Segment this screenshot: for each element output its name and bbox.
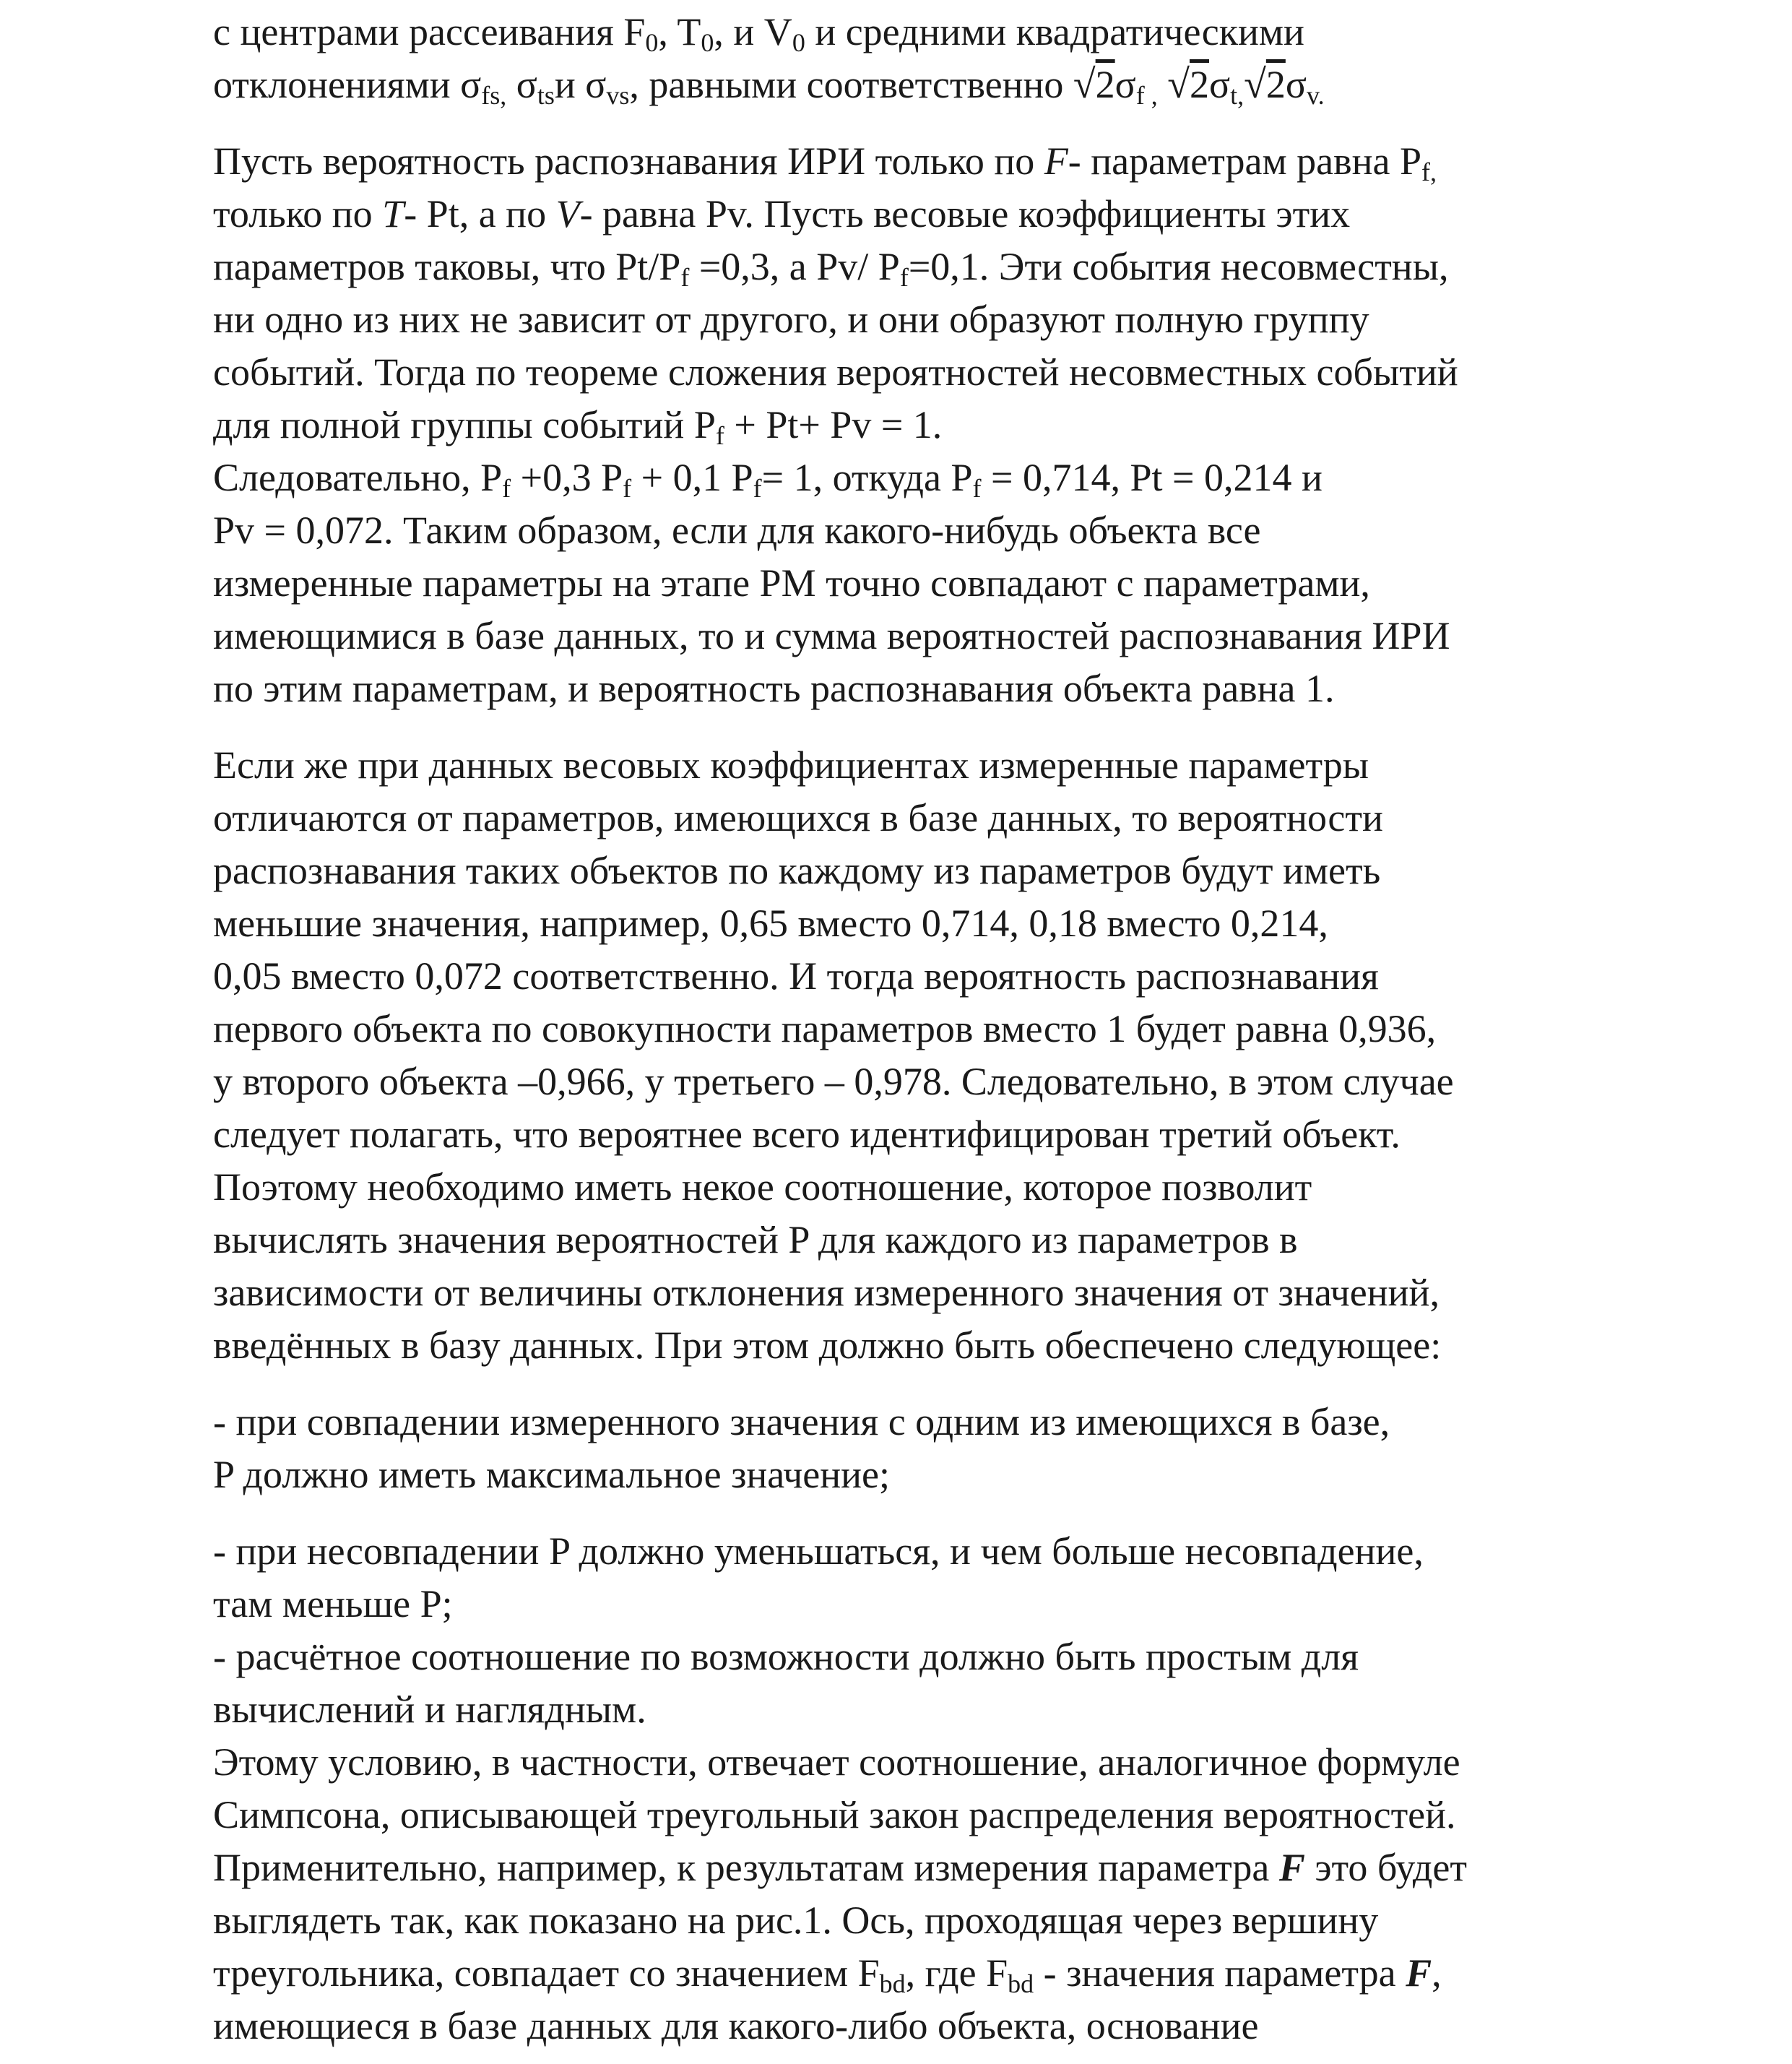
p1-line-1 — [213, 6, 1600, 59]
p5-line-3: - расчётное соотношение по возможности должно быть простым для — [213, 1635, 1359, 1678]
subscript: fs, — [481, 81, 507, 110]
p3-line-7: у второго объекта –0,966, у третьего – 0,978. Следовательно, в этом случае — [213, 1060, 1454, 1103]
text-run: = 0,714, Pt = 0,214 и — [981, 456, 1323, 499]
text-run: - Pt, а по — [404, 192, 556, 236]
p5-line-7 — [213, 1841, 1600, 1894]
bold-italic-variable: F — [1406, 1951, 1432, 1995]
sqrt-symbol: √ — [1073, 62, 1096, 107]
text-run: =0,3, а Pv/ P — [689, 245, 900, 288]
p5-line-2: там меньше P; — [213, 1582, 453, 1625]
p3-line-3: распознавания таких объектов по каждому из параметров будут иметь — [213, 849, 1381, 892]
p3-line-8: следует полагать, что вероятнее всего идентифицирован третий объект. — [213, 1113, 1401, 1156]
p5-line-10: имеющиеся в базе данных для какого-либо объекта, основание — [213, 2004, 1259, 2047]
text-run: Следовательно, P — [213, 456, 503, 499]
text-run: это будет — [1304, 1846, 1467, 1889]
sqrt-expression-2 — [1167, 63, 1209, 106]
subscript: 0 — [645, 28, 659, 57]
subscript: 0 — [792, 28, 805, 57]
subscript: f, — [1421, 157, 1437, 186]
subscript: f , — [1135, 81, 1158, 110]
text-run: - значения параметра — [1034, 1951, 1406, 1995]
text-run: σ — [1285, 63, 1307, 106]
p3-line-2: отличаются от параметров, имеющихся в базе данных, то вероятности — [213, 796, 1383, 839]
p2-line-9: измеренные параметры на этапе РМ точно совпадают с параметрами, — [213, 561, 1370, 605]
subscript: f — [502, 474, 511, 503]
subscript: f — [680, 263, 690, 292]
radicand: 2 — [1265, 63, 1286, 106]
text-run: + Pt+ Pv = 1. — [724, 403, 943, 446]
p2-line-2 — [213, 188, 1600, 241]
italic-variable: T — [382, 192, 404, 236]
bold-italic-variable: F — [1278, 1846, 1305, 1889]
text-run: отклонениями σ — [213, 63, 482, 106]
document-page — [213, 6, 1600, 2052]
p2-line-8: Pv = 0,072. Таким образом, если для какого-нибудь объекта все — [213, 509, 1261, 552]
text-run: , и V — [714, 10, 792, 53]
text-run: Применительно, например, к результатам измерения параметра — [213, 1846, 1279, 1889]
p4-line-1: - при совпадении измеренного значения с одним из имеющихся в базе, — [213, 1400, 1390, 1443]
text-run: для полной группы событий P — [213, 403, 716, 446]
text-run: σ — [506, 63, 537, 106]
p3-line-10: вычислять значения вероятностей P для каждого из параметров в — [213, 1218, 1298, 1261]
p3-line-1: Если же при данных весовых коэффициентах измеренные параметры — [213, 743, 1369, 787]
text-run: σ — [1114, 63, 1136, 106]
p5-line-5: Этому условию, в частности, отвечает соотношение, аналогичное формуле — [213, 1740, 1460, 1784]
p2-line-5: событий. Тогда по теореме сложения вероятностей несовместных событий — [213, 350, 1458, 394]
text-run: , равными соответственно — [629, 63, 1073, 106]
p5-line-1: - при несовпадении P должно уменьшаться, и чем больше несовпадение, — [213, 1529, 1424, 1573]
subscript: f — [972, 474, 982, 503]
text-run — [1158, 63, 1168, 106]
text-run: - параметрам равна P — [1068, 139, 1421, 183]
text-run: с центрами рассеивания F — [213, 10, 646, 53]
text-run: только по — [213, 192, 383, 236]
p2-line-1 — [213, 135, 1600, 188]
p5-line-8: выглядеть так, как показано на рис.1. Ось, проходящая через вершину — [213, 1899, 1379, 1942]
italic-variable: V — [555, 192, 580, 236]
text-run: + 0,1 P — [631, 456, 753, 499]
p2-line-3 — [213, 241, 1600, 293]
text-run: +0,3 P — [511, 456, 623, 499]
p2-line-4: ни одно из них не зависит от другого, и они образуют полную группу — [213, 298, 1369, 341]
subscript: ts — [537, 81, 555, 110]
p1-line-2 — [213, 59, 1600, 111]
p3-line-9: Поэтому необходимо иметь некое соотношение, которое позволит — [213, 1165, 1312, 1209]
subscript: 0 — [701, 28, 714, 57]
text-run: = 1, откуда P — [761, 456, 973, 499]
text-run: и средними квадратическими — [805, 10, 1304, 53]
radicand: 2 — [1189, 63, 1209, 106]
text-run: Пусть вероятность распознавания ИРИ только по — [213, 139, 1044, 183]
subscript: f — [753, 474, 762, 503]
p3-line-4: меньшие значения, например, 0,65 вместо 0,714, 0,18 вместо 0,214, — [213, 902, 1328, 945]
text-run: σ — [1208, 63, 1231, 106]
text-run: , T — [658, 10, 701, 53]
text-run: - равна Pv. Пусть весовые коэффициенты этих — [579, 192, 1351, 236]
subscript: f — [623, 474, 632, 503]
subscript: f — [715, 421, 724, 450]
p5-line-6: Симпсона, описывающей треугольный закон распределения вероятностей. — [213, 1793, 1456, 1836]
text-run: параметров таковы, что Pt/P — [213, 245, 681, 288]
p3-line-5: 0,05 вместо 0,072 соответственно. И тогда вероятность распознавания — [213, 954, 1379, 998]
p3-line-11: зависимости от величины отклонения измеренного значения от значений, — [213, 1271, 1440, 1314]
p4-line-2: P должно иметь максимальное значение; — [213, 1453, 891, 1496]
p2-line-10: имеющимися в базе данных, то и сумма вероятностей распознавания ИРИ — [213, 614, 1450, 657]
sqrt-expression-1 — [1073, 63, 1115, 106]
text-run: и σ — [554, 63, 607, 106]
sqrt-symbol: √ — [1244, 62, 1266, 107]
subscript: t, — [1230, 81, 1245, 110]
text-run: , — [1432, 1951, 1442, 1995]
subscript: bd — [1008, 1969, 1034, 1998]
p3-line-12: введённых в базу данных. При этом должно быть обеспечено следующее: — [213, 1324, 1442, 1367]
p2-line-6 — [213, 399, 1600, 452]
p2-line-11: по этим параметрам, и вероятность распознавания объекта равна 1. — [213, 667, 1335, 710]
subscript: bd — [879, 1969, 906, 1998]
text-run: , где F — [905, 1951, 1008, 1995]
text-run: треугольника, совпадает со значением F — [213, 1951, 880, 1995]
p5-line-4: вычислений и наглядным. — [213, 1688, 646, 1731]
sqrt-symbol: √ — [1167, 62, 1190, 107]
p2-line-7 — [213, 452, 1600, 504]
text-run: =0,1. Эти события несовместны, — [908, 245, 1449, 288]
subscript: v. — [1306, 81, 1325, 110]
italic-variable: F — [1044, 139, 1068, 183]
subscript: vs — [606, 81, 630, 110]
radicand: 2 — [1095, 63, 1115, 106]
sqrt-expression-3 — [1244, 63, 1286, 106]
p5-line-9 — [213, 1947, 1600, 2000]
subscript: f — [899, 263, 909, 292]
p3-line-6: первого объекта по совокупности параметров вместо 1 будет равна 0,936, — [213, 1007, 1437, 1050]
